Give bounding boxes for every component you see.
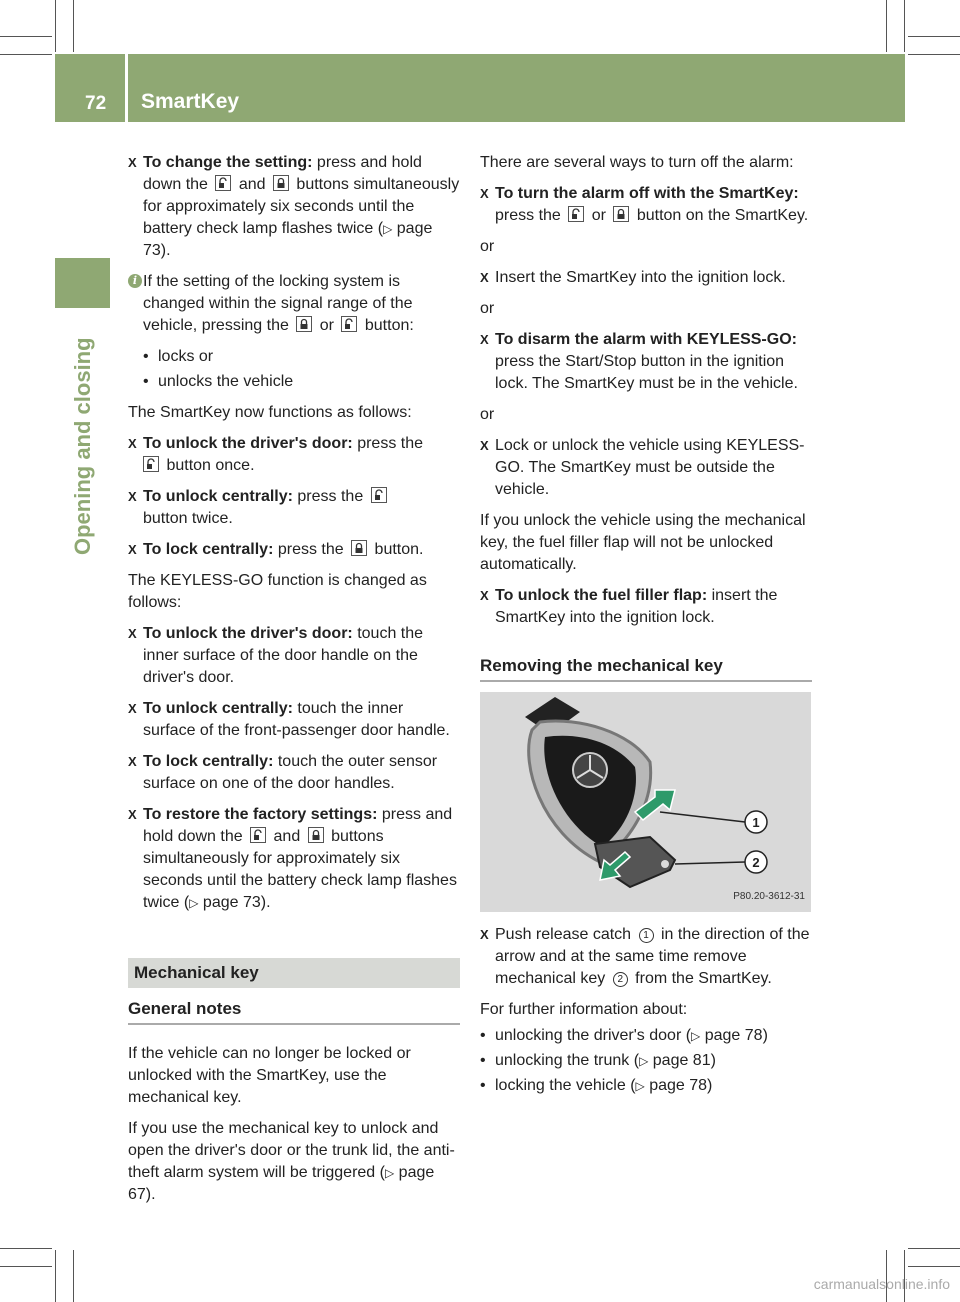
step-arrow-icon: X <box>128 701 137 716</box>
paragraph: If the vehicle can no longer be locked or unlocked with the SmartKey, use the mechanical key. <box>128 1045 411 1106</box>
page-ref[interactable]: page 78) <box>704 1027 768 1044</box>
crop-mark <box>55 1250 56 1302</box>
unlock-key-icon <box>143 456 159 472</box>
list-item: • locking the vehicle (▷ page 78) <box>480 1077 713 1094</box>
subsection-heading: Removing the mechanical key <box>480 655 812 682</box>
instruction-step: X To lock centrally: touch the outer sensor surface on one of the door handles. <box>128 753 438 792</box>
step-arrow-icon: X <box>128 489 137 504</box>
paragraph: If you unlock the vehicle using the mechanical key, the fuel filler flap will not be unlocked automatically. <box>480 512 806 573</box>
callout-ref-2: 2 <box>613 972 628 987</box>
lock-key-icon <box>351 540 367 556</box>
smartkey-illustration <box>480 692 811 912</box>
unlock-key-icon <box>250 827 266 843</box>
page-ref-arrow-icon: ▷ <box>384 1166 395 1180</box>
instruction-step: X To disarm the alarm with KEYLESS-GO: press the Start/Stop button in the ignition lock. The SmartKey must be in the vehicle. <box>480 331 798 392</box>
note-text: button: <box>360 317 414 334</box>
paragraph: If you use the mechanical key to unlock and open the driver's door or the trunk lid, the anti-theft alarm system will be triggered (▷ page 67). <box>128 1120 455 1203</box>
crop-mark <box>0 1248 52 1249</box>
step-arrow-icon: X <box>128 807 137 822</box>
instruction-step: X To unlock centrally: touch the inner surface of the front-passenger door handle. <box>128 700 450 739</box>
instruction-step: X To lock centrally: press the button. <box>128 539 460 561</box>
list-item: • unlocking the driver's door (▷ page 78) <box>480 1027 768 1044</box>
crop-mark <box>73 0 74 52</box>
instruction-step: X Insert the SmartKey into the ignition lock. <box>480 267 812 289</box>
step-text: press and hold down the <box>143 154 422 193</box>
step-arrow-icon: X <box>128 626 137 641</box>
lock-key-icon <box>273 175 289 191</box>
page-ref-arrow-icon: ▷ <box>189 896 199 910</box>
page-ref-arrow-icon: ▷ <box>383 222 393 236</box>
page-ref-arrow-icon: ▷ <box>635 1079 645 1093</box>
left-column <box>128 152 460 1215</box>
or-text: or <box>480 406 495 423</box>
section-heading: Mechanical key <box>128 958 460 988</box>
paragraph: The KEYLESS-GO function is changed as follows: <box>128 572 427 611</box>
instruction-step: X Lock or unlock the vehicle using KEYLESS-GO. The SmartKey must be outside the vehicle. <box>480 437 805 498</box>
instruction-step: X Push release catch 1 in the direction of the arrow and at the same time remove mechanical key 2 from the SmartKey. <box>480 926 810 987</box>
list-item: • unlocking the trunk (▷ page 81) <box>480 1052 716 1069</box>
instruction-step <box>128 152 460 262</box>
crop-mark <box>886 0 887 52</box>
crop-mark <box>908 1248 960 1249</box>
smartkey-drawing <box>480 692 811 912</box>
list-item: • unlocks the vehicle <box>143 373 294 390</box>
unlock-key-icon <box>215 175 231 191</box>
lock-key-icon <box>296 316 312 332</box>
lock-key-icon <box>308 827 324 843</box>
watermark: carmanualsonline.info <box>813 1276 950 1292</box>
figure-caption: P80.20-3612-31 <box>733 891 805 902</box>
step-text: and <box>234 176 270 193</box>
page-title: SmartKey <box>141 90 240 113</box>
step-arrow-icon: X <box>480 588 489 603</box>
page-ref-arrow-icon: ▷ <box>639 1054 649 1068</box>
crop-mark <box>904 0 905 52</box>
paragraph: For further information about: <box>480 1001 688 1018</box>
step-arrow-icon: X <box>128 155 137 170</box>
step-arrow-icon: X <box>128 542 137 557</box>
callout-2-label: 2 <box>752 855 760 870</box>
right-column <box>480 152 812 1100</box>
step-arrow-icon: X <box>480 186 489 201</box>
or-text: or <box>480 300 495 317</box>
paragraph: There are several ways to turn off the alarm: <box>480 154 794 171</box>
paragraph: The SmartKey now functions as follows: <box>128 404 412 421</box>
crop-mark <box>0 1266 52 1267</box>
step-arrow-icon: X <box>480 270 489 285</box>
callout-1-label: 1 <box>752 815 760 830</box>
page-ref[interactable]: page 73). <box>202 894 271 911</box>
instruction-step: X To unlock the driver's door: press the button once. <box>128 435 424 474</box>
step-arrow-icon: X <box>480 927 489 942</box>
step-arrow-icon: X <box>480 438 489 453</box>
page-ref[interactable]: page 81) <box>652 1052 716 1069</box>
crop-mark <box>908 1266 960 1267</box>
crop-mark <box>55 0 56 52</box>
crop-mark <box>0 54 52 55</box>
section-label: Opening and closing <box>70 337 95 555</box>
crop-mark <box>908 54 960 55</box>
instruction-step: X To unlock centrally: press the button twice. <box>128 486 460 530</box>
step-arrow-icon: X <box>128 754 137 769</box>
info-icon: i <box>128 274 142 288</box>
note-text: If the setting of the locking system is changed within the signal range of the vehicle, pressing the <box>143 273 413 334</box>
page-ref[interactable]: page 67). <box>128 1164 435 1203</box>
info-note <box>128 271 460 337</box>
instruction-step: X To restore the factory settings: press and hold down the and buttons simultaneously for approximately six seconds until the battery check lamp flashes twice (▷ page 73). <box>128 806 457 911</box>
crop-mark <box>73 1250 74 1302</box>
instruction-step: X To turn the alarm off with the SmartKey: press the or button on the SmartKey. <box>480 185 809 224</box>
crop-mark <box>0 36 52 37</box>
note-text: or <box>315 317 339 334</box>
list-item: • locks or <box>143 348 214 365</box>
header-separator <box>125 54 128 122</box>
page-ref[interactable]: page 73). <box>143 220 433 259</box>
lock-key-icon <box>613 206 629 222</box>
subsection-heading: General notes <box>128 998 460 1025</box>
unlock-key-icon <box>341 316 357 332</box>
step-heading: To change the setting: <box>143 154 313 171</box>
step-arrow-icon: X <box>128 436 137 451</box>
page-ref[interactable]: page 78) <box>649 1077 713 1094</box>
step-text: buttons simultaneously for approximately six seconds until the battery check lamp flashes twice ( <box>143 176 460 237</box>
callout-ref-1: 1 <box>639 928 654 943</box>
unlock-key-icon <box>568 206 584 222</box>
page-number: 72 <box>85 93 107 114</box>
instruction-step: X To unlock the fuel filler flap: insert the SmartKey into the ignition lock. <box>480 587 778 626</box>
instruction-step: X To unlock the driver's door: touch the inner surface of the door handle on the driver's door. <box>128 625 424 686</box>
unlock-key-icon <box>371 487 387 503</box>
crop-mark <box>908 36 960 37</box>
step-arrow-icon: X <box>480 332 489 347</box>
page-ref-arrow-icon: ▷ <box>691 1029 701 1043</box>
or-text: or <box>480 238 495 255</box>
